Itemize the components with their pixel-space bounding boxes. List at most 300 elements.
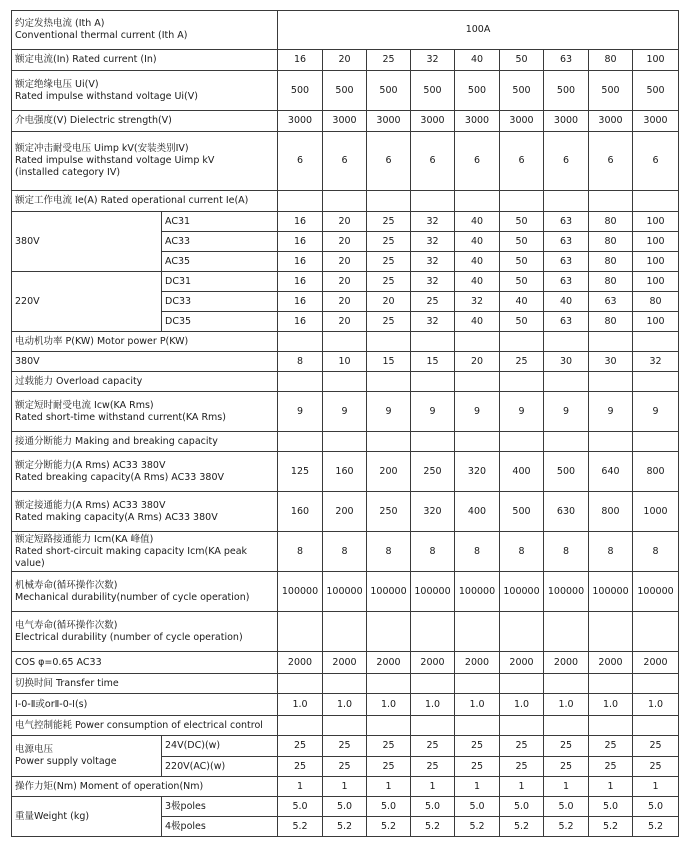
empty-cell: [411, 332, 455, 352]
label-line: Electrical durability (number of cycle operation): [15, 631, 243, 643]
value-cell: 25: [278, 757, 323, 777]
label-line: Rated impulse withstand voltage Uimp kV: [15, 155, 215, 166]
empty-cell: [500, 372, 544, 392]
empty-cell: [589, 716, 633, 736]
empty-cell: [323, 191, 367, 212]
label-line: Conventional thermal current (Ith A): [15, 30, 188, 41]
value-cell: 25: [367, 736, 411, 757]
value-cell: 400: [455, 492, 500, 532]
empty-cell: [278, 332, 323, 352]
value-cell: 1: [589, 777, 633, 797]
value-cell: 20: [323, 50, 367, 71]
value-cell: 800: [589, 492, 633, 532]
value-cell: 8: [589, 532, 633, 572]
value-cell: 5.0: [455, 797, 500, 817]
value-cell: 50: [500, 50, 544, 71]
value-cell: 3000: [367, 111, 411, 132]
empty-cell: [411, 716, 455, 736]
empty-cell: [367, 432, 411, 452]
value-cell: 40: [455, 312, 500, 332]
value-cell: 63: [544, 252, 589, 272]
label-line: Rated making capacity(A Rms) AC33 380V: [15, 511, 218, 523]
label-line: 电气寿命(循环操作次数): [15, 619, 118, 631]
empty-cell: [411, 191, 455, 212]
value-cell: 100: [633, 50, 679, 71]
value-cell: 63: [589, 292, 633, 312]
empty-cell: [278, 674, 323, 694]
value-cell: 3000: [455, 111, 500, 132]
value-cell: 6: [544, 132, 589, 191]
value-cell: 15: [367, 352, 411, 372]
value-cell: 3000: [411, 111, 455, 132]
sub-label: 220V(AC)(w): [162, 757, 278, 777]
value-cell: 40: [455, 212, 500, 232]
value-cell: 25: [589, 757, 633, 777]
value-cell: 2000: [411, 652, 455, 674]
empty-cell: [455, 432, 500, 452]
value-cell: 25: [367, 252, 411, 272]
value-cell: 9: [544, 392, 589, 432]
value-cell: 500: [367, 71, 411, 111]
empty-cell: [544, 372, 589, 392]
value-cell: 32: [633, 352, 679, 372]
row-label: [12, 392, 278, 432]
value-cell: 100000: [589, 572, 633, 612]
value-cell: 200: [323, 492, 367, 532]
empty-cell: [367, 612, 411, 652]
sub-label: 3极poles: [162, 797, 278, 817]
value-cell: 500: [411, 71, 455, 111]
value-cell: 630: [544, 492, 589, 532]
value-cell: 500: [633, 71, 679, 111]
empty-cell: [633, 612, 679, 652]
table-row: [12, 50, 679, 71]
value-cell: 63: [544, 50, 589, 71]
group-label: 重量Weight (kg): [12, 797, 162, 837]
value-cell: 6: [500, 132, 544, 191]
value-cell: 80: [589, 272, 633, 292]
empty-cell: [411, 674, 455, 694]
sub-label: AC31: [162, 212, 278, 232]
value-cell: 40: [455, 232, 500, 252]
value-cell: 1.0: [455, 694, 500, 716]
value-cell: 63: [544, 272, 589, 292]
empty-cell: [500, 716, 544, 736]
value-cell: 320: [455, 452, 500, 492]
value-cell: 63: [544, 212, 589, 232]
value-cell: 20: [323, 232, 367, 252]
table-row: [12, 432, 679, 452]
empty-cell: [544, 674, 589, 694]
table-row: [12, 212, 679, 232]
empty-cell: [367, 716, 411, 736]
value-cell: 8: [455, 532, 500, 572]
value-cell: 25: [589, 736, 633, 757]
table-row: [12, 71, 679, 111]
value-cell: 2000: [544, 652, 589, 674]
value-cell: 16: [278, 312, 323, 332]
group-label: 220V: [12, 272, 162, 332]
value-cell: 100000: [544, 572, 589, 612]
table-row: [12, 132, 679, 191]
label-line: Rated impulse withstand voltage Ui(V): [15, 90, 198, 102]
value-cell: 500: [544, 71, 589, 111]
value-cell: 1: [367, 777, 411, 797]
empty-cell: [455, 332, 500, 352]
value-cell: 6: [589, 132, 633, 191]
empty-cell: [633, 674, 679, 694]
label-line: (installed category IV): [15, 167, 121, 178]
value-cell: 25: [544, 736, 589, 757]
value-cell: 8: [500, 532, 544, 572]
value-cell: 100000: [411, 572, 455, 612]
empty-cell: [323, 332, 367, 352]
sub-label: 4极poles: [162, 817, 278, 837]
empty-cell: [500, 432, 544, 452]
value-cell: 1.0: [589, 694, 633, 716]
row-label: [12, 532, 278, 572]
value-cell: 5.0: [500, 797, 544, 817]
row-label: [12, 71, 278, 111]
value-cell: 500: [500, 71, 544, 111]
table-row: [12, 716, 679, 736]
value-cell: 16: [278, 232, 323, 252]
value-cell: 32: [411, 252, 455, 272]
value-cell: 100: [633, 272, 679, 292]
value-cell: 32: [411, 212, 455, 232]
value-cell: 5.2: [411, 817, 455, 837]
value-cell: 5.0: [323, 797, 367, 817]
value-cell: 100000: [278, 572, 323, 612]
value-cell: 25: [544, 757, 589, 777]
empty-cell: [367, 332, 411, 352]
value-cell: 25: [367, 212, 411, 232]
empty-cell: [278, 612, 323, 652]
value-cell: 1: [455, 777, 500, 797]
value-cell: 20: [323, 252, 367, 272]
table-row: [12, 11, 679, 50]
empty-cell: [633, 332, 679, 352]
value-cell: 6: [367, 132, 411, 191]
table-row: [12, 392, 679, 432]
header-label: [12, 11, 278, 50]
label-line: Mechanical durability(number of cycle operation): [15, 591, 250, 603]
empty-cell: [500, 332, 544, 352]
value-cell: 9: [589, 392, 633, 432]
value-cell: 5.2: [367, 817, 411, 837]
value-cell: 1.0: [367, 694, 411, 716]
label-line: 电源电压: [15, 744, 54, 755]
table-row: [12, 111, 679, 132]
value-cell: 800: [633, 452, 679, 492]
empty-cell: [633, 716, 679, 736]
row-label: [12, 572, 278, 612]
value-cell: 100000: [323, 572, 367, 612]
empty-cell: [500, 674, 544, 694]
value-cell: 250: [367, 492, 411, 532]
table-row: [12, 352, 679, 372]
value-cell: 250: [411, 452, 455, 492]
value-cell: 16: [278, 272, 323, 292]
value-cell: 9: [455, 392, 500, 432]
label-line: 额定绝缘电压 Ui(V): [15, 78, 99, 90]
value-cell: 1.0: [633, 694, 679, 716]
value-cell: 1.0: [278, 694, 323, 716]
value-cell: 500: [500, 492, 544, 532]
value-cell: 25: [367, 757, 411, 777]
empty-cell: [323, 432, 367, 452]
empty-cell: [589, 432, 633, 452]
empty-cell: [278, 372, 323, 392]
value-cell: 400: [500, 452, 544, 492]
value-cell: 80: [589, 252, 633, 272]
value-cell: 6: [411, 132, 455, 191]
label-line: Rated short-time withstand current(KA Rms): [15, 411, 226, 423]
value-cell: 3000: [278, 111, 323, 132]
row-label: 切换时间 Transfer time: [12, 674, 278, 694]
table-row: [12, 372, 679, 392]
value-cell: 20: [455, 352, 500, 372]
value-cell: 1.0: [544, 694, 589, 716]
value-cell: 5.2: [455, 817, 500, 837]
empty-cell: [367, 674, 411, 694]
value-cell: 2000: [323, 652, 367, 674]
value-cell: 3000: [500, 111, 544, 132]
table-row: [12, 572, 679, 612]
row-label: 介电强度(V) Dielectric strength(V): [12, 111, 278, 132]
value-cell: 500: [589, 71, 633, 111]
sub-label: DC35: [162, 312, 278, 332]
value-cell: 40: [455, 252, 500, 272]
value-cell: 10: [323, 352, 367, 372]
value-cell: 30: [589, 352, 633, 372]
value-cell: 50: [500, 252, 544, 272]
value-cell: 16: [278, 292, 323, 312]
empty-cell: [323, 716, 367, 736]
empty-cell: [544, 332, 589, 352]
value-cell: 3000: [633, 111, 679, 132]
empty-cell: [500, 191, 544, 212]
sub-label: DC33: [162, 292, 278, 312]
value-cell: 100: [633, 212, 679, 232]
value-cell: 100: [633, 232, 679, 252]
value-cell: 80: [589, 232, 633, 252]
empty-cell: [544, 612, 589, 652]
empty-cell: [323, 612, 367, 652]
value-cell: 100000: [455, 572, 500, 612]
empty-cell: [455, 372, 500, 392]
empty-cell: [411, 372, 455, 392]
empty-cell: [633, 432, 679, 452]
empty-cell: [589, 612, 633, 652]
table-row: [12, 797, 679, 817]
value-cell: 2000: [500, 652, 544, 674]
empty-cell: [544, 432, 589, 452]
value-cell: 32: [411, 232, 455, 252]
row-label: [12, 612, 278, 652]
value-cell: 500: [323, 71, 367, 111]
value-cell: 2000: [633, 652, 679, 674]
value-cell: 2000: [367, 652, 411, 674]
row-label: 电动机功率 P(KW) Motor power P(KW): [12, 332, 278, 352]
empty-cell: [455, 674, 500, 694]
value-cell: 6: [455, 132, 500, 191]
value-cell: 100: [633, 312, 679, 332]
value-cell: 3000: [323, 111, 367, 132]
value-cell: 63: [544, 232, 589, 252]
sub-label: DC31: [162, 272, 278, 292]
value-cell: 25: [323, 757, 367, 777]
value-cell: 3000: [589, 111, 633, 132]
empty-cell: [278, 716, 323, 736]
empty-cell: [278, 191, 323, 212]
value-cell: 20: [323, 272, 367, 292]
empty-cell: [367, 372, 411, 392]
value-cell: 40: [455, 50, 500, 71]
label-line: Rated short-circuit making capacity Icm(KA peak value): [15, 545, 248, 569]
value-cell: 640: [589, 452, 633, 492]
value-cell: 25: [367, 272, 411, 292]
table-row: [12, 694, 679, 716]
value-cell: 1.0: [411, 694, 455, 716]
value-cell: 5.2: [544, 817, 589, 837]
empty-cell: [589, 372, 633, 392]
value-cell: 1: [633, 777, 679, 797]
label-line: 额定冲击耐受电压 Uimp kV(安装类别IV): [15, 143, 189, 154]
table-row: [12, 777, 679, 797]
table-row: [12, 452, 679, 492]
value-cell: 1: [544, 777, 589, 797]
spec-table: [11, 10, 679, 837]
empty-cell: [544, 716, 589, 736]
empty-cell: [589, 674, 633, 694]
sub-label: AC33: [162, 232, 278, 252]
row-label: [12, 132, 278, 191]
table-row: [12, 736, 679, 757]
value-cell: 80: [633, 292, 679, 312]
empty-cell: [411, 612, 455, 652]
label-line: 约定发热电流 (Ith A): [15, 18, 105, 29]
table-row: [12, 191, 679, 212]
label-line: 额定分断能力(A Rms) AC33 380V: [15, 459, 166, 471]
empty-cell: [367, 191, 411, 212]
value-cell: 25: [367, 50, 411, 71]
value-cell: 9: [367, 392, 411, 432]
value-cell: 100: [633, 252, 679, 272]
row-label: 电气控制能耗 Power consumption of electrical control: [12, 716, 278, 736]
empty-cell: [455, 612, 500, 652]
value-cell: 9: [633, 392, 679, 432]
value-cell: 5.2: [323, 817, 367, 837]
value-cell: 40: [544, 292, 589, 312]
value-cell: 5.2: [589, 817, 633, 837]
value-cell: 25: [633, 757, 679, 777]
table-row: [12, 612, 679, 652]
value-cell: 6: [278, 132, 323, 191]
value-cell: 25: [455, 736, 500, 757]
sub-label: AC35: [162, 252, 278, 272]
value-cell: 125: [278, 452, 323, 492]
value-cell: 25: [455, 757, 500, 777]
value-cell: 25: [411, 757, 455, 777]
value-cell: 2000: [589, 652, 633, 674]
label-line: Power supply voltage: [15, 756, 117, 767]
value-cell: 32: [411, 312, 455, 332]
value-cell: 40: [500, 292, 544, 312]
value-cell: 16: [278, 212, 323, 232]
empty-cell: [589, 191, 633, 212]
value-cell: 16: [278, 252, 323, 272]
table-row: [12, 674, 679, 694]
value-cell: 80: [589, 212, 633, 232]
value-cell: 500: [455, 71, 500, 111]
sub-label: 24V(DC)(w): [162, 736, 278, 757]
value-cell: 3000: [544, 111, 589, 132]
group-label: [12, 736, 162, 777]
value-cell: 8: [544, 532, 589, 572]
value-cell: 8: [278, 352, 323, 372]
value-cell: 1000: [633, 492, 679, 532]
value-cell: 5.0: [278, 797, 323, 817]
value-cell: 5.2: [633, 817, 679, 837]
value-cell: 80: [589, 50, 633, 71]
value-cell: 6: [633, 132, 679, 191]
value-cell: 16: [278, 50, 323, 71]
value-cell: 1: [500, 777, 544, 797]
value-cell: 160: [278, 492, 323, 532]
empty-cell: [589, 332, 633, 352]
value-cell: 5.0: [544, 797, 589, 817]
value-cell: 9: [278, 392, 323, 432]
value-cell: 2000: [278, 652, 323, 674]
label-line: 额定短时耐受电流 Icw(KA Rms): [15, 399, 154, 411]
value-cell: 25: [323, 736, 367, 757]
value-cell: 8: [278, 532, 323, 572]
value-cell: 100000: [633, 572, 679, 612]
value-cell: 160: [323, 452, 367, 492]
value-cell: 50: [500, 232, 544, 252]
header-value: 100A: [278, 11, 679, 50]
row-label: [12, 452, 278, 492]
value-cell: 20: [367, 292, 411, 312]
value-cell: 15: [411, 352, 455, 372]
value-cell: 25: [633, 736, 679, 757]
value-cell: 200: [367, 452, 411, 492]
table-row: [12, 532, 679, 572]
empty-cell: [544, 191, 589, 212]
value-cell: 1: [411, 777, 455, 797]
empty-cell: [633, 372, 679, 392]
value-cell: 2000: [455, 652, 500, 674]
value-cell: 25: [411, 292, 455, 312]
value-cell: 5.2: [500, 817, 544, 837]
empty-cell: [411, 432, 455, 452]
value-cell: 20: [323, 312, 367, 332]
row-label: Ⅰ-0-Ⅱ或orⅡ-0-Ⅰ(s): [12, 694, 278, 716]
value-cell: 40: [455, 272, 500, 292]
empty-cell: [323, 372, 367, 392]
value-cell: 30: [544, 352, 589, 372]
value-cell: 25: [278, 736, 323, 757]
value-cell: 100000: [367, 572, 411, 612]
table-row: [12, 332, 679, 352]
value-cell: 9: [500, 392, 544, 432]
value-cell: 25: [500, 757, 544, 777]
value-cell: 63: [544, 312, 589, 332]
value-cell: 1: [278, 777, 323, 797]
table-row: [12, 492, 679, 532]
value-cell: 5.0: [633, 797, 679, 817]
